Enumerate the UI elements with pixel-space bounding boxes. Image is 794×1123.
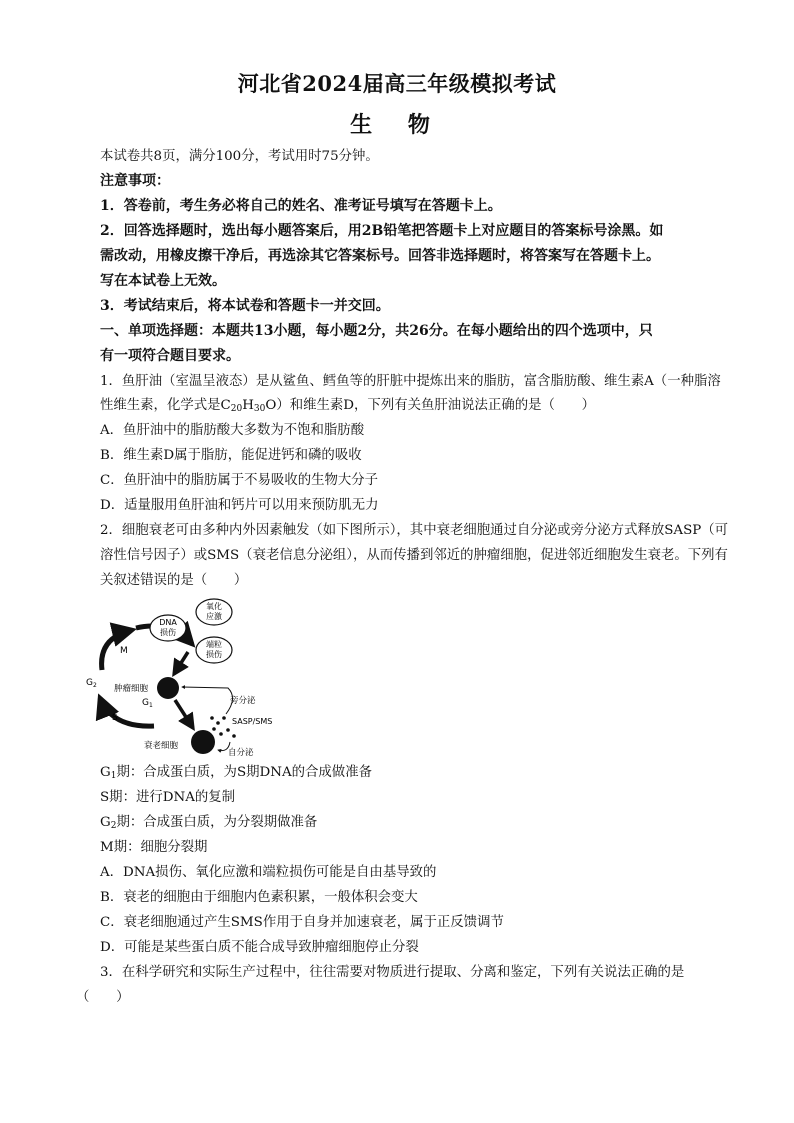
telomere-label-1: 端粒 [206,640,222,649]
senescent-cell-label: 衰老细胞 [144,741,179,751]
q1-option-c: C．鱼肝油中的脂肪属于不易吸收的生物大分子 [100,473,379,488]
q2-stem-2: 溶性信号因子）或SMS（衰老信息分泌组），从而传播到邻近的肿瘤细胞，促进邻近细胞发生衰老。下列有 [100,548,728,563]
notice-2a: 2．回答选择题时，选出每小题答案后，用2B铅笔把答题卡上对应题目的答案标号涂黑。如 [100,223,664,239]
tumor-cell-label: 肿瘤细胞 [114,684,149,694]
q2-option-d: D．可能是某些蛋白质不能合成导致肿瘤细胞停止分裂 [100,940,419,955]
phase-s-label: S [112,713,118,723]
q2-s-desc: S期：进行DNA的复制 [100,790,236,805]
q1-option-d: D．适量服用鱼肝油和钙片可以用来预防肌无力 [100,498,379,513]
exam-info: 本试卷共8页，满分100分，考试用时75分钟。 [100,149,379,164]
q1-stem-1: 1．鱼肝油（室温呈液态）是从鲨鱼、鳕鱼等的肝脏中提炼出来的脂肪，富含脂肪酸、维生素A（一种脂溶 [100,374,721,389]
dna-damage-label-2: 损伤 [160,628,176,637]
q2-stem-3: 关叙述错误的是（ ） [100,573,248,588]
telomere-label-2: 损伤 [206,650,222,659]
notice-3: 3．考试结束后，将本试卷和答题卡一并交回。 [100,298,390,314]
dna-damage-label-1: DNA [159,618,177,627]
tumor-cell [157,677,179,699]
trigger-arrow [174,652,188,674]
q2-stem-1: 2．细胞衰老可由多种内外因素触发（如下图所示），其中衰老细胞通过自分泌或旁分泌方式释放SASP（可 [100,523,729,538]
notice-1: 1．答卷前，考生务必将自己的姓名、准考证号填写在答题卡上。 [100,198,502,214]
phase-g2-label: $G_2$ [86,678,97,689]
q1-option-a: A．鱼肝油中的脂肪酸大多数为不饱和脂肪酸 [100,423,365,438]
notice-2c: 写在本试卷上无效。 [100,273,226,289]
notice-title: 注意事项： [100,173,170,189]
senescence-arrow [175,700,193,728]
exam-title: 河北省2024届高三年级模拟考试 [237,71,557,96]
cell-senescence-diagram [80,598,300,760]
q3-stem-1: 3．在科学研究和实际生产过程中，往往需要对物质进行提取、分离和鉴定，下列有关说法正确的是 [100,965,685,980]
subject-title: 生 物 [350,112,444,138]
notice-2b: 需改动，用橡皮擦干净后，再选涂其它答案标号。回答非选择题时，将答案写在答题卡上。 [100,248,660,264]
q2-option-a: A．DNA损伤、氧化应激和端粒损伤可能是自由基导致的 [100,865,437,880]
paracrine-label: 旁分泌 [230,696,256,706]
senescent-cell [191,730,215,754]
q1-stem-2: 性维生素，化学式是$C_{20}H_{30}O$）和维生素D，下列有关鱼肝油说法正确的是（ ） [100,398,596,414]
oxidative-label-1: 氧化 [206,602,222,611]
q1-option-b: B．维生素D属于脂肪，能促进钙和磷的吸收 [100,448,362,463]
phase-m-label: M [120,646,128,656]
section1-heading-1: 一、单项选择题：本题共13小题，每小题2分，共26分。在每小题给出的四个选项中，只 [100,323,653,339]
phase-g1-label: $G_1$ [142,698,153,709]
section1-heading-2: 有一项符合题目要求。 [100,348,240,364]
q2-option-c: C．衰老细胞通过产生SMS作用于自身并加速衰老，属于正反馈调节 [100,915,504,930]
paracrine-arrow [182,687,233,714]
cycle-spacer [162,705,171,726]
q2-option-b: B．衰老的细胞由于细胞内色素积累，一般体积会变大 [100,890,418,905]
q3-stem-2: （ ） [76,990,130,1005]
sasp-sms-label: SASP/SMS [232,717,273,726]
q2-g1-desc: $G_1$期：合成蛋白质，为S期DNA的合成做准备 [100,765,372,781]
autocrine-label: 自分泌 [228,748,254,758]
q2-g2-desc: $G_2$期：合成蛋白质，为分裂期做准备 [100,815,318,831]
q2-m-desc: M期：细胞分裂期 [100,840,208,855]
oxidative-label-2: 应激 [206,612,222,621]
